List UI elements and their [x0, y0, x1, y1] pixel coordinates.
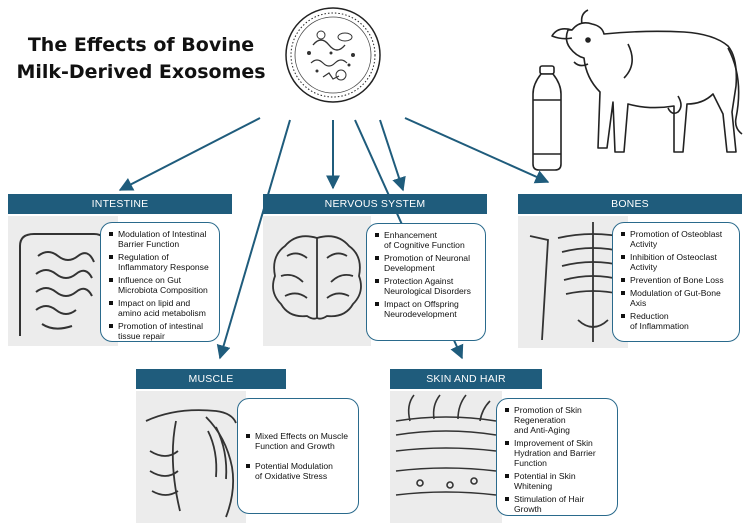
muscle-effect-text: Function and Growth [255, 441, 335, 451]
skin-effect-item [505, 405, 611, 435]
bones-header [518, 194, 742, 214]
skin-effect-text: Function [514, 458, 547, 468]
skin-effect-text: Whitening [514, 481, 553, 491]
intestine-effect-text: Regulation of [118, 252, 169, 262]
nervous-effect-text: Enhancement [384, 230, 438, 240]
bones-effect-text: Prevention of Bone Loss [630, 275, 724, 285]
skin-effect-text: Promotion of Skin [514, 405, 582, 415]
intestine-header-label: INTESTINE [91, 198, 149, 210]
intestine-effect-text: Influence on Gut [118, 275, 182, 285]
bones-effect-text: Activity [630, 239, 658, 249]
skin-effect-text: Stimulation of Hair [514, 494, 585, 504]
title-line-1: The Effects of Bovine [27, 34, 255, 56]
intestine-effect-text: Promotion of intestinal [118, 321, 204, 331]
intestine-effects-list [109, 229, 213, 341]
bones-effect-text: Axis [630, 298, 647, 308]
skin-effects-box [496, 398, 618, 516]
nervous-effect-text: Protection Against [384, 276, 454, 286]
arrow-to-intestine [120, 118, 260, 190]
bones-effect-item [621, 288, 733, 308]
bones-effect-item [621, 311, 733, 331]
bones-effect-text: Activity [630, 262, 658, 272]
intestine-effect-text: Microbiota Composition [118, 285, 208, 295]
intestine-effects-box [100, 222, 220, 342]
muscle-effect-text: of Oxidative Stress [255, 471, 328, 481]
exosome-icon [283, 5, 383, 105]
arrow-to-nervous-right [380, 120, 403, 190]
muscle-effect-text: Potential Modulation [255, 461, 333, 471]
nervous-effect-text: Impact on Offspring [384, 299, 459, 309]
nervous-illustration [263, 216, 371, 346]
muscle-header-label: MUSCLE [188, 373, 234, 385]
intestine-effect-item [109, 252, 213, 272]
intestine-effect-item [109, 275, 213, 295]
nervous-effect-item [375, 276, 479, 296]
nervous-effect-text: of Cognitive Function [384, 240, 465, 250]
bones-effects-list [621, 229, 733, 331]
bones-effect-text: Inhibition of Osteoclast [630, 252, 717, 262]
bones-effect-item [621, 275, 733, 285]
skin-effect-text: Improvement of Skin [514, 438, 593, 448]
bones-effect-item [621, 229, 733, 249]
skin-effect-text: Regeneration [514, 415, 566, 425]
nervous-effects-list [375, 230, 479, 319]
muscle-illustration [136, 391, 246, 523]
intestine-effect-text: Modulation of Intestinal [118, 229, 207, 239]
nervous-effect-item [375, 299, 479, 319]
skin-effect-text: Hydration and Barrier [514, 448, 596, 458]
skin-effect-item [505, 438, 611, 468]
skin-illustration [390, 391, 502, 523]
muscle-effect-item [246, 461, 352, 481]
bones-effects-box [612, 222, 740, 342]
brain-icon [263, 216, 371, 346]
muscle-header [136, 369, 286, 389]
bones-effect-text: Promotion of Osteoblast [630, 229, 723, 239]
cow-icon [528, 4, 750, 174]
intestine-effect-item [109, 298, 213, 318]
intestine-effect-text: amino acid metabolism [118, 308, 206, 318]
nervous-header-label: NERVOUS SYSTEM [324, 198, 426, 210]
muscle-effects-list [246, 431, 352, 481]
intestine-effect-text: Barrier Function [118, 239, 180, 249]
skin-effect-item [505, 494, 611, 514]
nervous-effect-item [375, 253, 479, 273]
shoulder-muscle-icon [136, 391, 246, 523]
nervous-effect-text: Neurodevelopment [384, 309, 457, 319]
muscle-effect-text: Mixed Effects on Muscle [255, 431, 348, 441]
nervous-effect-text: Neurological Disorders [384, 286, 471, 296]
skin-effects-list [505, 405, 611, 514]
nervous-effect-text: Promotion of Neuronal [384, 253, 470, 263]
skin-effect-item [505, 471, 611, 491]
skin-layers-icon [390, 391, 502, 523]
bones-effect-text: Reduction [630, 311, 669, 321]
skin-effect-text: and Anti-Aging [514, 425, 570, 435]
nervous-effect-text: Development [384, 263, 435, 273]
intestine-effect-text: tissue repair [118, 331, 165, 341]
intestine-effect-item [109, 321, 213, 341]
skin-header [390, 369, 542, 389]
skin-effect-text: Potential in Skin [514, 471, 576, 481]
milk-bottle-icon [533, 66, 561, 170]
bones-effect-item [621, 252, 733, 272]
skin-header-label: SKIN AND HAIR [426, 373, 506, 385]
arrow-to-bones [405, 118, 548, 182]
bones-header-label: BONES [611, 198, 649, 210]
intestine-effect-text: Inflammatory Response [118, 262, 209, 272]
nervous-header [263, 194, 487, 214]
nervous-effects-box [366, 223, 486, 341]
intestine-header [8, 194, 232, 214]
bones-effect-text: Modulation of Gut-Bone [630, 288, 721, 298]
nervous-effect-item [375, 230, 479, 250]
bones-effect-text: of Inflammation [630, 321, 689, 331]
intestine-effect-item [109, 229, 213, 249]
skin-effect-text: Growth [514, 504, 542, 514]
title-line-2: Milk-Derived Exosomes [16, 61, 266, 83]
muscle-effects-box [237, 398, 359, 514]
intestine-effect-text: Impact on lipid and [118, 298, 191, 308]
muscle-effect-item [246, 431, 352, 451]
